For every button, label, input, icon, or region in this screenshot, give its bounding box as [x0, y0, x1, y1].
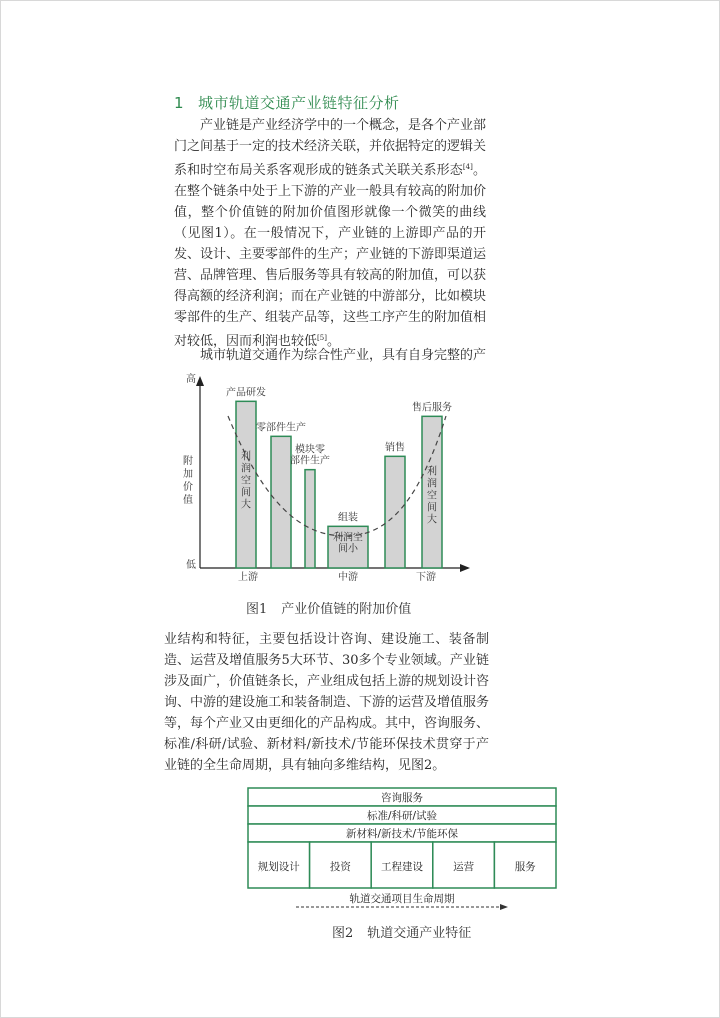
citation-4: [4] — [462, 163, 473, 171]
cross-cutting-row-label: 标准/科研/试验 — [366, 810, 438, 822]
lifecycle-label: 轨道交通项目生命周期 — [349, 893, 455, 905]
bar-profit-text: 大 — [241, 499, 251, 511]
y-axis-label-char: 价 — [183, 482, 193, 493]
bar-profit-text: 大 — [427, 514, 437, 526]
section-number: 1 — [174, 94, 185, 112]
bar-profit-text: 润 — [241, 463, 251, 475]
bar-category-label: 模块零 — [295, 444, 325, 456]
bar-category-label: 组装 — [338, 512, 358, 524]
stage-label: 投资 — [329, 861, 351, 873]
bar-category-label: 部件生产 — [290, 455, 330, 467]
bar-profit-text: 空 — [427, 490, 437, 502]
bar-profit-text: 空 — [241, 475, 251, 487]
bar-profit-text: 利 — [241, 451, 251, 463]
bar-category-label: 零部件生产 — [256, 422, 306, 434]
paragraph-1-text-a: 产业链是产业经济学中的一个概念，是各个产业部门之间基于一定的技术经济关联，并依据特定的逻辑关系和时空布局关系客观形成的链条式关联关系形态 — [174, 118, 487, 178]
stage-label: 运营 — [453, 861, 475, 873]
bar-profit-text: 间 — [241, 487, 251, 499]
x-axis-midstream-label: 中游 — [338, 572, 358, 583]
y-axis-label-char: 值 — [183, 495, 193, 506]
paragraph-3: 业结构和特征，主要包括设计咨询、建设施工、装备制造、运营及增值服务5大环节、30多个专业领域。产业链涉及面广，价值链条长，产业组成包括上游的规划设计咨询、中游的建设施工和装备制造、下游的运营及增值服务等，每个产业又由更细化的产品构成。其中，咨询服务、标准/科研/试验、新材料/新技术/节能环保技术贯穿于产业链的全生命周期，具有轴向多维结构，见图2。 — [164, 632, 490, 773]
section-heading — [174, 92, 400, 113]
bar-profit-text: 间 — [427, 502, 437, 514]
y-axis-high-label: 高 — [186, 374, 196, 385]
section-title: 城市轨道交通产业链特征分析 — [198, 94, 400, 112]
y-axis-arrow — [196, 376, 204, 386]
y-axis-label-char: 附 — [183, 456, 193, 467]
bar-profit-text: 利润空 — [333, 532, 363, 544]
paragraph-1-text-b: 。在整个链条中处于上下游的产业一般具有较高的附加价值，整个价值链的附加价值图形就像一个微笑的曲线（见图1）。在一般情况下，产业链的上游即产品的开发、设计、主要零部件的生产；产业链的下游即渠道运营、品牌管理、售后服务等具有较高的附加值，可以获得高额的经济利润；而在产业链的中游部分，比如模块零部件的生产、组装产品等，这些工序产生的附加值相对较低，因而利润也较低 — [174, 163, 487, 349]
citation-5: [5] — [317, 334, 327, 342]
lifecycle-arrowhead — [500, 904, 508, 910]
bar-5 — [385, 456, 405, 568]
bar-category-label: 销售 — [385, 442, 405, 454]
bar-2 — [271, 436, 291, 568]
x-axis-arrow — [460, 564, 470, 572]
bar-profit-text: 润 — [427, 478, 437, 490]
cross-cutting-row-label: 新材料/新技术/节能环保 — [345, 828, 459, 840]
x-axis-upstream-label: 上游 — [238, 572, 258, 583]
figure-2-label: 图2 — [332, 926, 354, 941]
paragraph-2: 城市轨道交通作为综合性产业，具有自身完整的产 — [200, 348, 487, 363]
paragraph-1 — [174, 115, 486, 352]
industry-structure-diagram — [240, 784, 570, 916]
figure-1-title: 产业价值链的附加价值 — [281, 602, 412, 617]
figure-2-caption — [332, 922, 471, 941]
y-axis-low-label: 低 — [186, 560, 196, 571]
bar-profit-text: 间小 — [338, 543, 358, 555]
figure-2-title: 轨道交通产业特征 — [367, 926, 472, 941]
bar-category-label: 产品研发 — [226, 387, 266, 399]
stage-label: 服务 — [514, 861, 536, 873]
cross-cutting-row-label: 咨询服务 — [381, 792, 423, 804]
x-axis-downstream-label: 下游 — [416, 572, 436, 583]
bar-3 — [305, 470, 315, 568]
bar-category-label: 售后服务 — [412, 402, 452, 414]
figure-1-label: 图1 — [246, 602, 268, 617]
stage-label: 工程建设 — [381, 861, 423, 873]
paragraph-1-text-c: 。 — [326, 334, 340, 349]
smile-curve — [228, 416, 446, 536]
figure-1-caption — [246, 598, 411, 617]
stage-label: 规划设计 — [257, 861, 300, 873]
bar-profit-text: 利 — [427, 466, 437, 478]
y-axis-label-char: 加 — [183, 469, 193, 480]
value-chain-chart — [150, 368, 480, 590]
